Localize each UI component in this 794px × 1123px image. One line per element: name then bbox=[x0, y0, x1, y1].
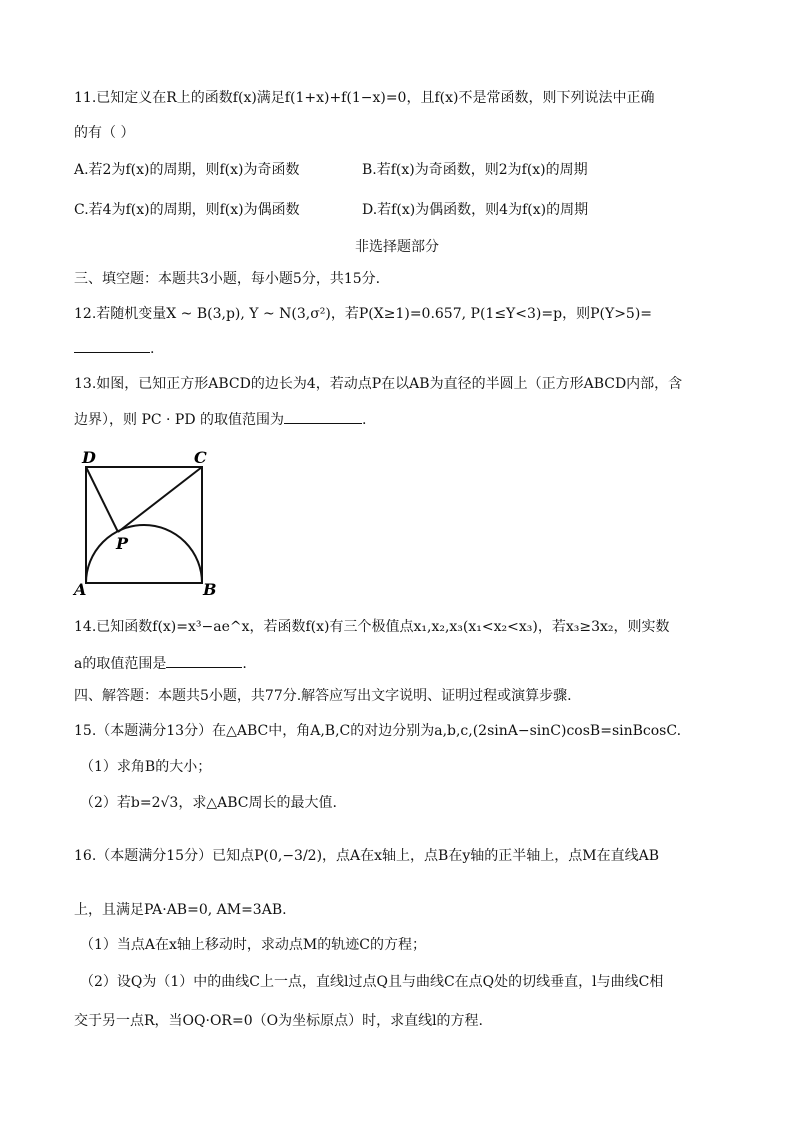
q16-stem-line1: 16.（本题满分15分）已知点P(0,−3/2)，点A在x轴上，点B在y轴的正半轴上，点M在直线AB bbox=[74, 848, 659, 864]
q11-option-c: C.若4为f(x)的周期，则f(x)为偶函数 bbox=[74, 202, 300, 218]
section-nonchoice-heading: 非选择题部分 bbox=[355, 239, 439, 255]
q15-part2: （2）若b=2√3，求△ABC周长的最大值. bbox=[80, 795, 337, 811]
label-c: C bbox=[194, 448, 207, 467]
label-b: B bbox=[203, 580, 217, 599]
q14-stem-text: a的取值范围是 bbox=[74, 656, 167, 672]
q13-period: . bbox=[362, 412, 367, 428]
q11-stem-line1: 11.已知定义在R上的函数f(x)满足f(1+x)+f(1−x)=0，且f(x)不是常函数，则下列说法中正确 bbox=[74, 90, 655, 106]
label-d: D bbox=[82, 448, 96, 467]
q13-answer-blank bbox=[284, 409, 362, 424]
q15-stem: 15.（本题满分13分）在△ABC中，角A,B,C的对边分别为a,b,c,(2sinA−sinC)cosB=sinBcosC. bbox=[74, 723, 682, 739]
segment-pc bbox=[118, 467, 202, 532]
q13-stem-text: 边界），则 PC · PD 的取值范围为 bbox=[74, 412, 285, 428]
q12-stem-line2 bbox=[74, 338, 154, 359]
label-p: P bbox=[116, 534, 129, 553]
q12-period: . bbox=[150, 341, 155, 357]
q16-part2-line2: 交于另一点R，当OQ·OR=0（O为坐标原点）时，求直线l的方程. bbox=[74, 1013, 484, 1029]
q11-stem-line2: 的有（ ） bbox=[74, 125, 135, 141]
q11-option-b: B.若f(x)为奇函数，则2为f(x)的周期 bbox=[362, 162, 588, 178]
segment-pd bbox=[86, 467, 118, 532]
q14-stem-line2 bbox=[74, 653, 247, 674]
section4-heading: 四、解答题：本题共5小题，共77分.解答应写出文字说明、证明过程或演算步骤. bbox=[74, 688, 572, 704]
semicircle-ab bbox=[86, 525, 202, 583]
q11-option-d: D.若f(x)为偶函数，则4为f(x)的周期 bbox=[362, 202, 589, 218]
section3-heading: 三、填空题：本题共3小题，每小题5分，共15分. bbox=[74, 271, 381, 287]
label-a: A bbox=[74, 580, 87, 599]
q16-stem-line2: 上，且满足PA·AB=0, AM=3AB. bbox=[74, 902, 287, 918]
q14-stem-line1: 14.已知函数f(x)=x³−ae^x，若函数f(x)有三个极值点x₁,x₂,x₃(x₁<x₂<x₃)，若x₃≥3x₂，则实数 bbox=[74, 619, 670, 635]
q14-answer-blank bbox=[166, 653, 242, 668]
q13-stem-line2 bbox=[74, 409, 366, 430]
q14-period: . bbox=[242, 656, 247, 672]
q13-stem-line1: 13.如图，已知正方形ABCD的边长为4，若动点P在以AB为直径的半圆上（正方形ABCD内部，含 bbox=[74, 376, 683, 392]
square-semicircle-figure bbox=[72, 445, 232, 600]
q12-answer-blank bbox=[74, 338, 150, 353]
q12-stem-line1: 12.若随机变量X ~ B(3,p), Y ~ N(3,σ²)，若P(X≥1)=0.657, P(1≤Y<3)=p，则P(Y>5)= bbox=[74, 306, 653, 322]
q16-part1: （1）当点A在x轴上移动时，求动点M的轨迹C的方程； bbox=[80, 937, 426, 953]
q11-option-a: A.若2为f(x)的周期，则f(x)为奇函数 bbox=[74, 162, 300, 178]
q15-part1: （1）求角B的大小； bbox=[80, 759, 212, 775]
q16-part2-line1: （2）设Q为（1）中的曲线C上一点，直线l过点Q且与曲线C在点Q处的切线垂直，l与曲线C相 bbox=[80, 974, 664, 990]
